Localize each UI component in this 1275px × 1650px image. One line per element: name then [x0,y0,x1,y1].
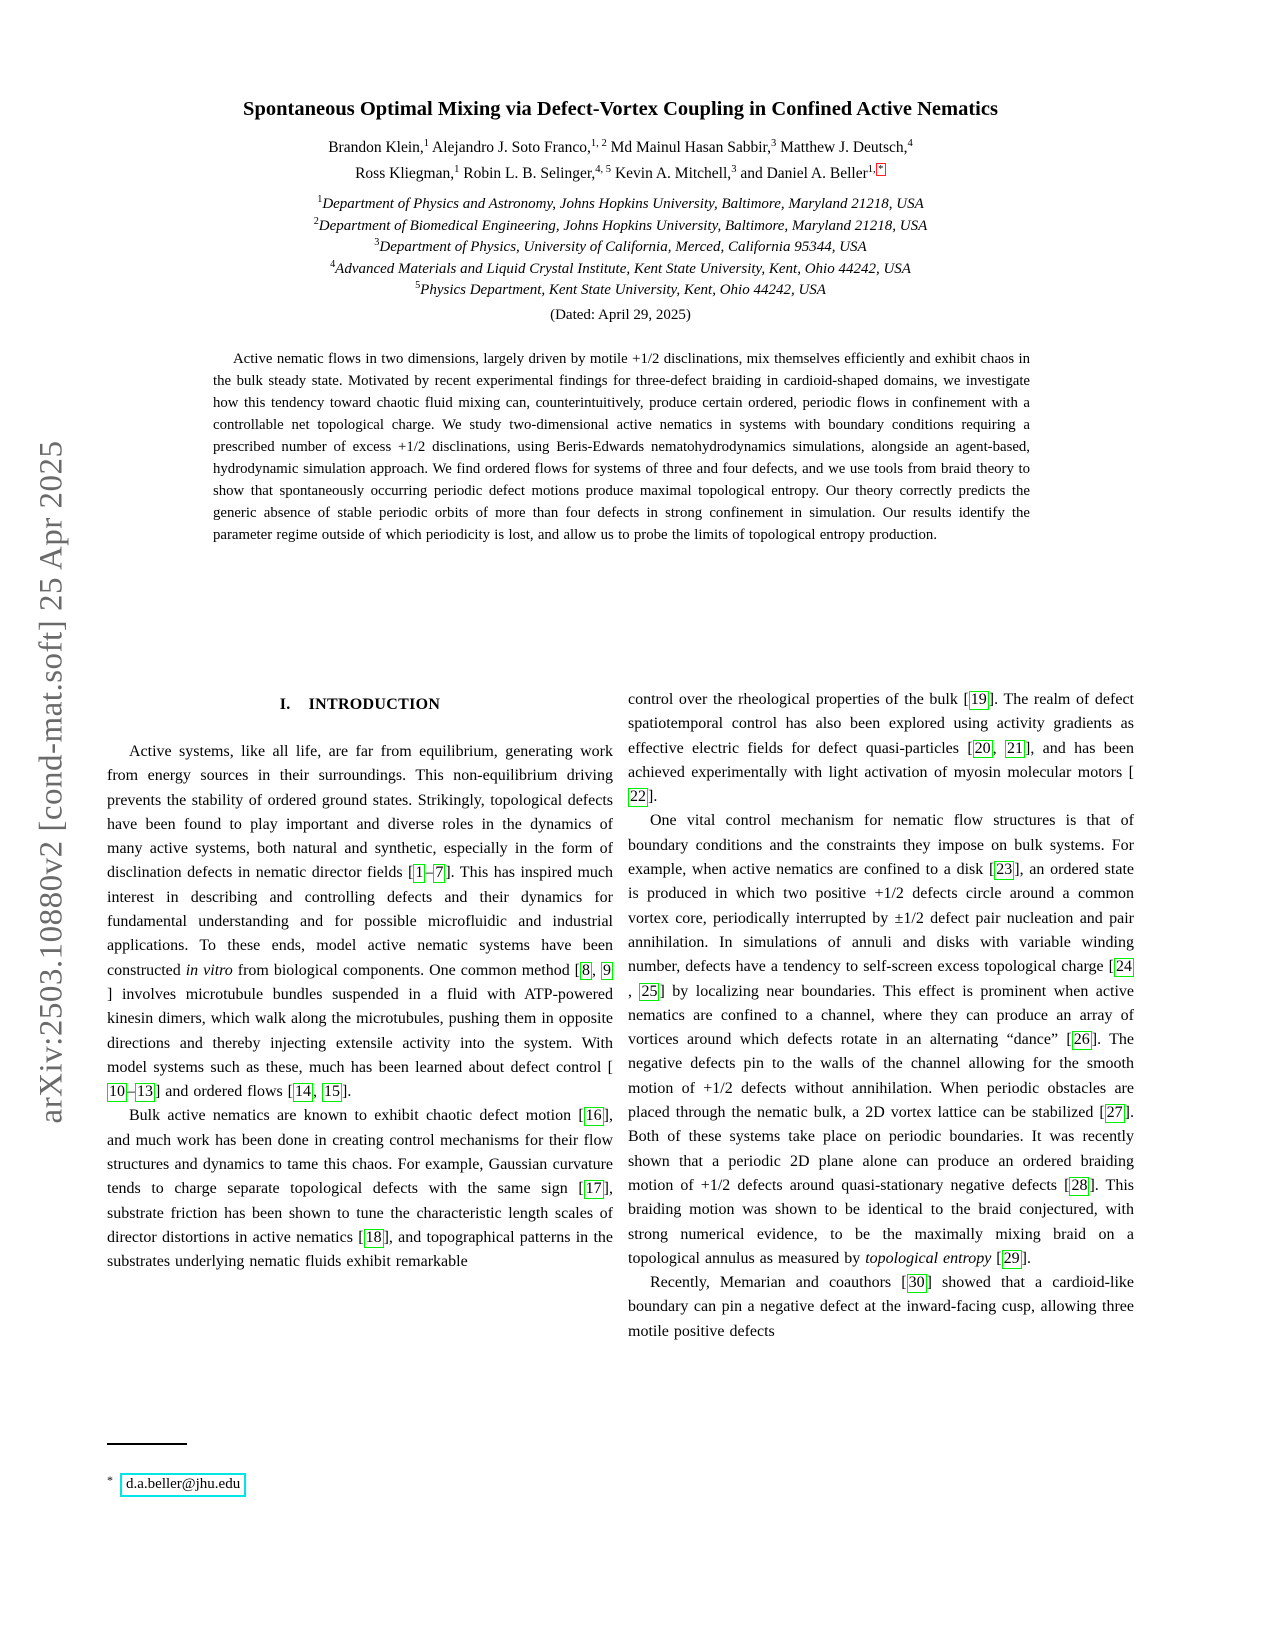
footnote-line [107,1473,613,1497]
affiliation-2: $^2$Department of Biomedical Engineering, Johns Hopkins University, Baltimore, Maryland 21218, USA [313,215,928,234]
citation-link[interactable]: 23 [996,861,1013,879]
citation-link[interactable]: 21 [1007,739,1024,757]
citation-link[interactable]: 15 [323,1083,340,1101]
citation-link[interactable]: 29 [1003,1249,1020,1267]
citation-link[interactable]: 17 [585,1180,602,1198]
section-heading [107,696,613,714]
section-title: INTRODUCTION [308,696,441,713]
author-line-1: Brandon Klein,$^1$ Alejandro J. Soto Franco,$^{1, 2}$ Md Mainul Hasan Sabbir,$^3$ Matthew J. Deutsch,$^4$ [328,137,913,156]
citation-link[interactable]: 14 [295,1083,312,1101]
citation-link[interactable]: 7 [435,864,444,882]
paragraph: Bulk active nematics are known to exhibit chaotic defect motion [ 16 ], and much work has been done in creating control mechanisms for their flow structures and dynamics to tame this chaos. For example, Gaussian curvature tends to charge separate topological defects with the same sign [ 17 ], substrate friction has been shown to tune the characteristic length scales of director distortions in active nematics [ 18 ], and topographical patterns in the substrates underlying nematic fluids exhibit remarkable [107,1107,614,1271]
citation-link[interactable]: 25 [641,982,658,1000]
paper-title: Spontaneous Optimal Mixing via Defect-Vortex Coupling in Confined Active Nematics [243,98,998,120]
dated-line: (Dated: April 29, 2025) [550,306,691,323]
footnote-ref-link[interactable]: * [876,163,886,177]
citation-link[interactable]: 27 [1106,1104,1123,1122]
citation-link[interactable]: 18 [365,1228,382,1246]
affiliation-3: $^3$Department of Physics, University of California, Merced, California 95344, USA [374,237,867,256]
text-block [107,0,1134,1650]
paragraph: Active systems, like all life, are far from equilibrium, generating work from energy sources in their surroundings. This non-equilibrium driving prevents the stability of ordered ground states. Strikingly, topological defects have been found to play important and diverse roles in the dynamics of many active systems, both natural and synthetic, especially in the form of disclination defects in nematic director fields [ 1 – 7 ]. This has inspired much interest in describing and controlling defects and their dynamics for fundamental understanding and for possible microfluidic and industrial applications. To these ends, model active nematic systems have been constructed in vitro from biological components. One common method [ 8 , 9] involves microtubule bundles suspended in a fluid with ATP-powered kinesin dimers, which walk along the microtubules, pushing them in opposite directions and thereby injecting extensile activity into the system. With model systems such as these, much has been learned about defect control [10 – 13 ] and ordered flows [ 14 , 15 ]. [107,743,613,1101]
footnote [107,1443,613,1497]
citation-link[interactable]: 10 [109,1083,125,1101]
arxiv-watermark: arXiv:2503.10880v2 [cond-mat.soft] 25 Apr 2025 [33,440,70,1124]
affiliations [107,194,1134,302]
affiliation-4: $^4$Advanced Materials and Liquid Crystal Institute, Kent State University, Kent, Ohio 44242, USA [330,258,911,277]
footnote-marker: * [107,1472,113,1487]
author-line-2: Ross Kliegman,$^1$ Robin L. B. Selinger,$^{4, 5}$ Kevin A. Mitchell,$^3$ and Daniel A. Beller$^{1,}$ * [107,162,1134,186]
citation-link[interactable]: 9 [603,961,611,979]
paragraph: Recently, Memarian and coauthors [ 30 ] showed that a cardioid-like boundary can pin a negative defect at the inward-facing cusp, allowing three motile positive defects [628,1274,1134,1340]
paragraph: control over the rheological properties of the bulk [ 19 ]. The realm of defect spatiotemporal control has also been explored using activity gradients as effective electric fields for defect quasi-particles [ 20 , 21 ], and has been achieved experimentally with light activation of myosin molecular motors [22 ]. [628,691,1134,806]
citation-link[interactable]: 16 [585,1107,602,1125]
abstract: Active nematic flows in two dimensions, largely driven by motile +1/2 disclinations, mix themselves efficiently and exhibit chaos in the bulk steady state. Motivated by recent experimental findings for three-defect braiding in cardioid-shaped domains, we investigate how this tendency toward chaotic fluid mixing can, counterintuitively, produce certain ordered, periodic flows in confinement with a controllable net topological charge. We study two-dimensional active nematics in systems with boundary conditions requiring a prescribed number of excess +1/2 disclinations, using Beris-Edwards nematohydrodynamics simulations, alongside an agent-based, hydrodynamic simulation approach. We find ordered flows for systems of three and four defects, and we use tools from braid theory to show that spontaneously occurring periodic defect motions produce maximal topological entropy. Our theory correctly predicts the generic absence of stable periodic orbits of more than four defects in strong confinement in simulation. Our results identify the parameter regime outside of which periodicity is lost, and allow us to probe the limits of topological entropy production. [213,350,1030,543]
citation-link[interactable]: 24 [1116,958,1132,976]
citation-link[interactable]: 28 [1071,1176,1088,1194]
affiliation-1: $^1$Department of Physics and Astronomy, Johns Hopkins University, Baltimore, Maryland 21218, USA [317,194,924,212]
column-left [107,688,613,1275]
column-right [628,688,1134,1344]
citation-link[interactable]: 22 [630,788,646,806]
citation-link[interactable]: 8 [582,961,591,979]
affiliation-5: $^5$Physics Department, Kent State University, Kent, Ohio 44242, USA [415,280,826,299]
paragraph: One vital control mechanism for nematic flow structures is that of boundary conditions and the constraints they impose on bulk systems. For example, when active nematics are confined to a disk [ 23 ], an ordered state is produced in which two positive +1/2 defects circle around a common vortex core, periodically interrupted by ±1/2 defect pair nucleation and pair annihilation. In simulations of annuli and disks with variable winding number, defects have a tendency to self-screen excess topological charge [ 24, 25 ] by localizing near boundaries. This effect is prominent when active nematics are confined to a channel, where they can produce an array of vortices around which defects rotate in an alternating “dance” [ 26 ]. The negative defects pin to the walls of the channel allowing for the smooth motion of +1/2 defects without annihilation. When periodic obstacles are placed through the nematic bulk, a 2D vortex lattice can be stabilized [ 27 ]. Both of these systems take place on periodic boundaries. It was recently shown that a periodic 2D plane alone can produce an ordered braiding motion of +1/2 defects around quasi-stationary negative defects [ 28 ]. This braiding motion was shown to be identical to the braid conjectured, with strong numerical evidence, to be the maximally mixing braid on a topological annulus as measured by topological entropy [ 29 ]. [628,812,1135,1267]
footnote-rule [107,1443,187,1445]
citation-link[interactable]: 30 [908,1274,925,1292]
citation-link[interactable]: 13 [137,1083,153,1101]
citation-link[interactable]: 19 [970,691,987,708]
citation-link[interactable]: 20 [974,739,991,757]
section-number: I. [279,696,291,713]
footnote-email-link[interactable]: d.a.beller@jhu.edu [120,1473,246,1497]
citation-link[interactable]: 26 [1073,1031,1090,1049]
citation-link[interactable]: 1 [415,864,424,882]
